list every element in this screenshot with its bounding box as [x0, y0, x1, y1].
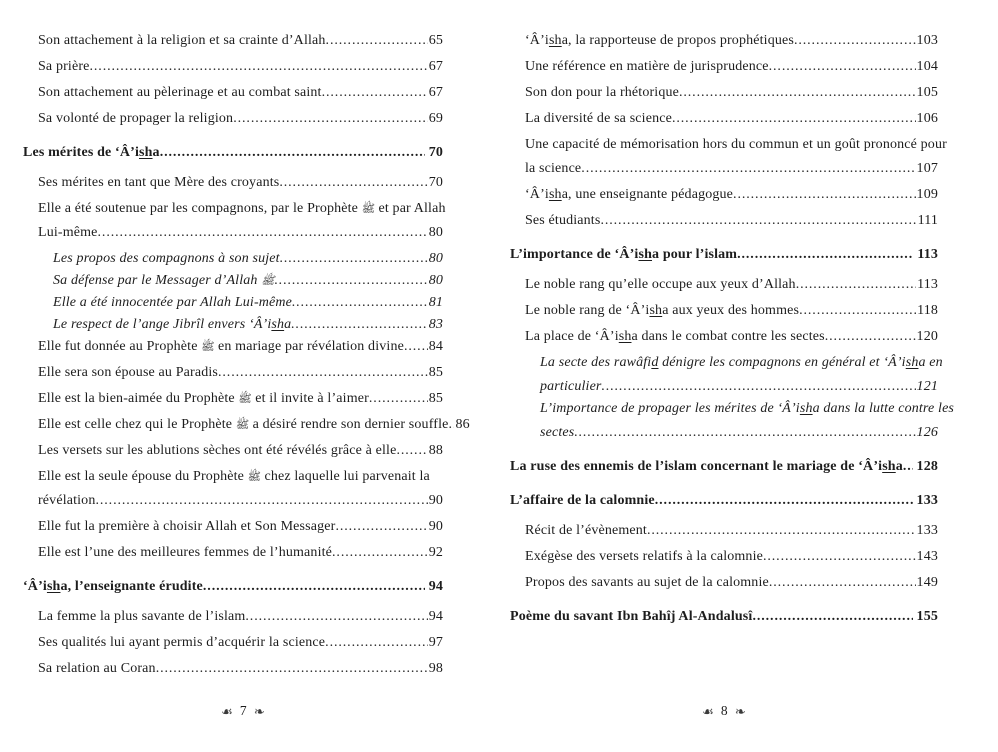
dot-leader — [769, 573, 916, 592]
toc-entry-page: 106 — [916, 111, 938, 126]
dot-leader — [581, 159, 915, 178]
toc-entry-title: Elle fut la première à choisir Allah et Son Messager — [38, 519, 336, 534]
toc-entry-page: 84 — [428, 339, 443, 354]
dot-leader — [903, 457, 913, 476]
dot-leader — [769, 57, 916, 76]
toc-entry-title: La diversité de sa science — [525, 111, 672, 126]
toc-entry — [525, 31, 938, 50]
dot-leader — [98, 223, 428, 242]
dot-leader — [679, 83, 916, 102]
toc-entry-title: La femme la plus savante de l’islam — [38, 609, 246, 624]
toc-entry-page: 107 — [916, 161, 938, 176]
toc-entry-title: Une référence en matière de jurisprudence — [525, 59, 769, 74]
dot-leader — [203, 577, 425, 596]
toc-entry-page: 67 — [428, 59, 443, 74]
toc-entry-title: Le noble rang qu’elle occupe aux yeux d’Allah — [525, 277, 796, 292]
toc-entry-continuation — [540, 423, 938, 442]
toc-entry-title: Son attachement au pèlerinage et au combat saint — [38, 85, 322, 100]
toc-entry — [38, 415, 470, 434]
dot-leader — [326, 31, 428, 50]
toc-entry-title: Elle sera son épouse au Paradis — [38, 365, 218, 380]
page-number: 8 — [720, 703, 728, 718]
dot-leader — [325, 633, 428, 652]
toc-entry — [38, 467, 443, 486]
toc-entry — [525, 573, 938, 592]
toc-entry — [38, 441, 443, 460]
toc-entry-page: 133 — [916, 523, 938, 538]
dot-leader — [335, 517, 427, 536]
toc-entry-page: 126 — [916, 425, 938, 440]
dot-leader — [737, 245, 913, 264]
toc-entry-title: Elle a été soutenue par les compagnons, par le Prophète ﷺ et par Allah — [38, 201, 446, 216]
toc-entry — [38, 363, 443, 382]
toc-entry-title: La place de ‘Â’isha dans le combat contre les sectes — [525, 329, 825, 344]
dot-leader — [90, 57, 428, 76]
toc-entry-page: 113 — [917, 247, 938, 262]
toc-entry-page: 120 — [916, 329, 938, 344]
toc-entry-page: 105 — [916, 85, 938, 100]
toc-entry — [38, 199, 446, 218]
toc-entry-chapter — [23, 143, 443, 162]
toc-entry — [525, 109, 938, 128]
toc-entry-page: 81 — [428, 295, 443, 310]
toc-entry — [38, 607, 443, 626]
toc-entry-chapter — [510, 491, 938, 510]
toc-entry-title: Elle est la seule épouse du Prophète ﷺ chez laquelle lui parvenait la — [38, 469, 430, 484]
dot-leader — [280, 249, 428, 268]
toc-entry-page: 70 — [428, 145, 443, 160]
dot-leader — [156, 659, 428, 678]
toc-entry-title: ‘Â’isha, l’enseignante érudite — [23, 579, 203, 594]
toc-entry-page: 90 — [428, 519, 443, 534]
toc-entry — [525, 211, 938, 230]
toc-entry-title: Les propos des compagnons à son sujet — [53, 251, 280, 266]
toc-entry-title: Sa prière — [38, 59, 90, 74]
toc-entry-page: 85 — [428, 365, 443, 380]
toc-entry-page: 70 — [428, 175, 443, 190]
toc-entry-title: sectes — [540, 425, 575, 440]
toc-entry-title: Une capacité de mémorisation hors du commun et un goût prononcé pour — [525, 137, 947, 152]
toc-entry — [525, 57, 938, 76]
dot-leader — [233, 109, 427, 128]
toc-entry-title: Exégèse des versets relatifs à la calomnie — [525, 549, 763, 564]
toc-entry — [525, 275, 938, 294]
toc-entry-page: 80 — [428, 251, 443, 266]
toc-entry-title: Son don pour la rhétorique — [525, 85, 679, 100]
toc-entry-title: Elle est celle chez qui le Prophète ﷺ a désiré rendre son dernier souffle — [38, 417, 449, 432]
dot-leader — [799, 301, 916, 320]
toc-entry-page: 69 — [428, 111, 443, 126]
toc-entry-title: Propos des savants au sujet de la calomnie — [525, 575, 769, 590]
toc-entry-title: Elle fut donnée au Prophète ﷺ en mariage par révélation divine — [38, 339, 404, 354]
toc-entry — [38, 633, 443, 652]
toc-entry-title: Elle a été innocentée par Allah Lui-même — [53, 295, 293, 310]
dot-leader — [647, 521, 916, 540]
toc-entry-chapter — [510, 607, 938, 626]
dot-leader — [275, 271, 428, 290]
dot-leader — [733, 185, 916, 204]
toc-entry-title: L’importance de ‘Â’isha pour l’islam — [510, 247, 738, 262]
dot-leader — [95, 491, 427, 510]
toc-entry-continuation — [540, 377, 938, 396]
toc-entry-page: 80 — [428, 225, 443, 240]
toc-entry-title: Les versets sur les ablutions sèches ont été révélés grâce à elle — [38, 443, 397, 458]
toc-entry-title: Sa relation au Coran — [38, 661, 156, 676]
toc-entry-title: Récit de l’évènement — [525, 523, 647, 538]
dot-leader — [245, 607, 427, 626]
toc-entry — [38, 57, 443, 76]
toc-entry — [38, 337, 443, 356]
floral-ornament-left-icon: ☙ — [221, 705, 233, 720]
toc-entry — [525, 301, 938, 320]
toc-entry-title: Sa défense par le Messager d’Allah ﷺ — [53, 273, 275, 288]
toc-entry-page: 80 — [428, 273, 443, 288]
page-number: 7 — [239, 703, 247, 718]
toc-entry-page: 88 — [428, 443, 443, 458]
floral-ornament-right-icon: ❧ — [734, 705, 746, 720]
dot-leader — [322, 83, 428, 102]
toc-entry-title: La secte des rawâfid dénigre les compagnons en général et ‘Â’isha en — [540, 355, 943, 370]
toc-entry-page: 111 — [917, 213, 938, 228]
toc-entry-title: Ses mérites en tant que Mère des croyants — [38, 175, 280, 190]
toc-entry — [540, 399, 955, 418]
page-footer-right — [510, 703, 938, 720]
toc-entry-page: 65 — [428, 33, 443, 48]
toc-entry-continuation — [38, 223, 443, 242]
toc-entry-page: 103 — [916, 33, 938, 48]
page-left — [23, 31, 470, 685]
dot-leader — [672, 109, 916, 128]
toc-entry-title: Ses étudiants — [525, 213, 601, 228]
toc-entry — [38, 173, 443, 192]
dot-leader — [655, 491, 913, 510]
toc-entry-title: révélation — [38, 493, 96, 508]
toc-entry — [38, 659, 443, 678]
toc-entry-chapter — [510, 245, 938, 264]
toc-entry — [38, 83, 443, 102]
toc-entry-title: Les mérites de ‘Â’isha — [23, 145, 160, 160]
toc-entry-page: 143 — [916, 549, 938, 564]
dot-leader — [160, 143, 425, 162]
toc-entry-page: 133 — [916, 493, 938, 508]
toc-entry-title: la science — [525, 161, 582, 176]
toc-entry-page: 94 — [428, 579, 443, 594]
toc-entry — [38, 109, 443, 128]
toc-entry-page: 155 — [916, 609, 938, 624]
dot-leader — [291, 315, 427, 334]
dot-leader — [404, 337, 428, 356]
toc-entry — [38, 389, 443, 408]
toc-entry-title: Sa volonté de propager la religion — [38, 111, 234, 126]
toc-entry — [38, 31, 443, 50]
dot-leader — [332, 543, 428, 562]
toc-entry-page: 83 — [428, 317, 443, 332]
page-footer-left — [23, 703, 463, 720]
toc-entry-page: 97 — [428, 635, 443, 650]
dot-leader — [218, 363, 428, 382]
toc-entry-title: Ses qualités lui ayant permis d’acquérir la science — [38, 635, 326, 650]
toc-entry — [525, 327, 938, 346]
toc-entry-title: L’importance de propager les mérites de ‘Â’isha dans la lutte contre les — [540, 401, 955, 416]
toc-entry — [53, 249, 443, 268]
dot-leader — [292, 293, 428, 312]
dot-leader — [825, 327, 916, 346]
toc-entry-title: La ruse des ennemis de l’islam concernant le mariage de ‘Â’isha — [510, 459, 903, 474]
toc-entry — [525, 185, 938, 204]
toc-entry-title: Le noble rang de ‘Â’isha aux yeux des hommes — [525, 303, 800, 318]
toc-entry — [53, 293, 443, 312]
toc-entry-title: L’affaire de la calomnie — [510, 493, 655, 508]
dot-leader — [279, 173, 427, 192]
floral-ornament-left-icon: ☙ — [702, 705, 714, 720]
toc-entry-page: 98 — [428, 661, 443, 676]
toc-entry-chapter — [23, 577, 443, 596]
toc-entry-title: ‘Â’isha, une enseignante pédagogue — [525, 187, 734, 202]
dot-leader — [796, 275, 916, 294]
toc-entry — [525, 521, 938, 540]
dot-leader — [600, 211, 916, 230]
toc-entry-page: 92 — [428, 545, 443, 560]
toc-entry-title: Le respect de l’ange Jibrîl envers ‘Â’isha — [53, 317, 292, 332]
toc-entry-page: 67 — [428, 85, 443, 100]
dot-leader — [752, 607, 912, 626]
toc-entry-title: Son attachement à la religion et sa crainte d’Allah — [38, 33, 326, 48]
toc-entry-title: particulier — [540, 379, 602, 394]
toc-entry-page: 121 — [916, 379, 938, 394]
toc-entry-page: 128 — [916, 459, 938, 474]
dot-leader — [794, 31, 916, 50]
toc-entry — [53, 315, 443, 334]
toc-entry-page: 86 — [455, 417, 470, 432]
toc-entry-title: ‘Â’isha, la rapporteuse de propos prophétiques — [525, 33, 794, 48]
toc-entry — [525, 83, 938, 102]
dot-leader — [602, 377, 916, 396]
toc-entry-continuation — [525, 159, 938, 178]
toc-entry-title: Poème du savant Ibn Bahîj Al-Andalusî — [510, 609, 753, 624]
toc-entry — [53, 271, 443, 290]
toc-entry — [525, 135, 947, 154]
toc-entry-page: 85 — [428, 391, 443, 406]
dot-leader — [369, 389, 428, 408]
toc-entry-page: 149 — [916, 575, 938, 590]
toc-entry — [38, 517, 443, 536]
toc-entry-page: 109 — [916, 187, 938, 202]
page-right — [510, 31, 955, 637]
toc-entry — [525, 547, 938, 566]
toc-entry-title: Elle est la bien-aimée du Prophète ﷺ et il invite à l’aimer — [38, 391, 369, 406]
toc-entry-page: 94 — [428, 609, 443, 624]
dot-leader — [763, 547, 916, 566]
dot-leader — [574, 423, 915, 442]
toc-entry-page: 90 — [428, 493, 443, 508]
toc-entry-continuation — [38, 491, 443, 510]
dot-leader — [396, 441, 427, 460]
toc-entry — [38, 543, 443, 562]
toc-entry-title: Lui-même — [38, 225, 98, 240]
toc-entry-page: 118 — [917, 303, 938, 318]
floral-ornament-right-icon: ❧ — [253, 705, 265, 720]
toc-entry-chapter — [510, 457, 938, 476]
toc-entry-title: Elle est l’une des meilleures femmes de l’humanité — [38, 545, 333, 560]
toc-entry-page: 113 — [917, 277, 938, 292]
toc-entry — [540, 353, 943, 372]
toc-entry-page: 104 — [916, 59, 938, 74]
